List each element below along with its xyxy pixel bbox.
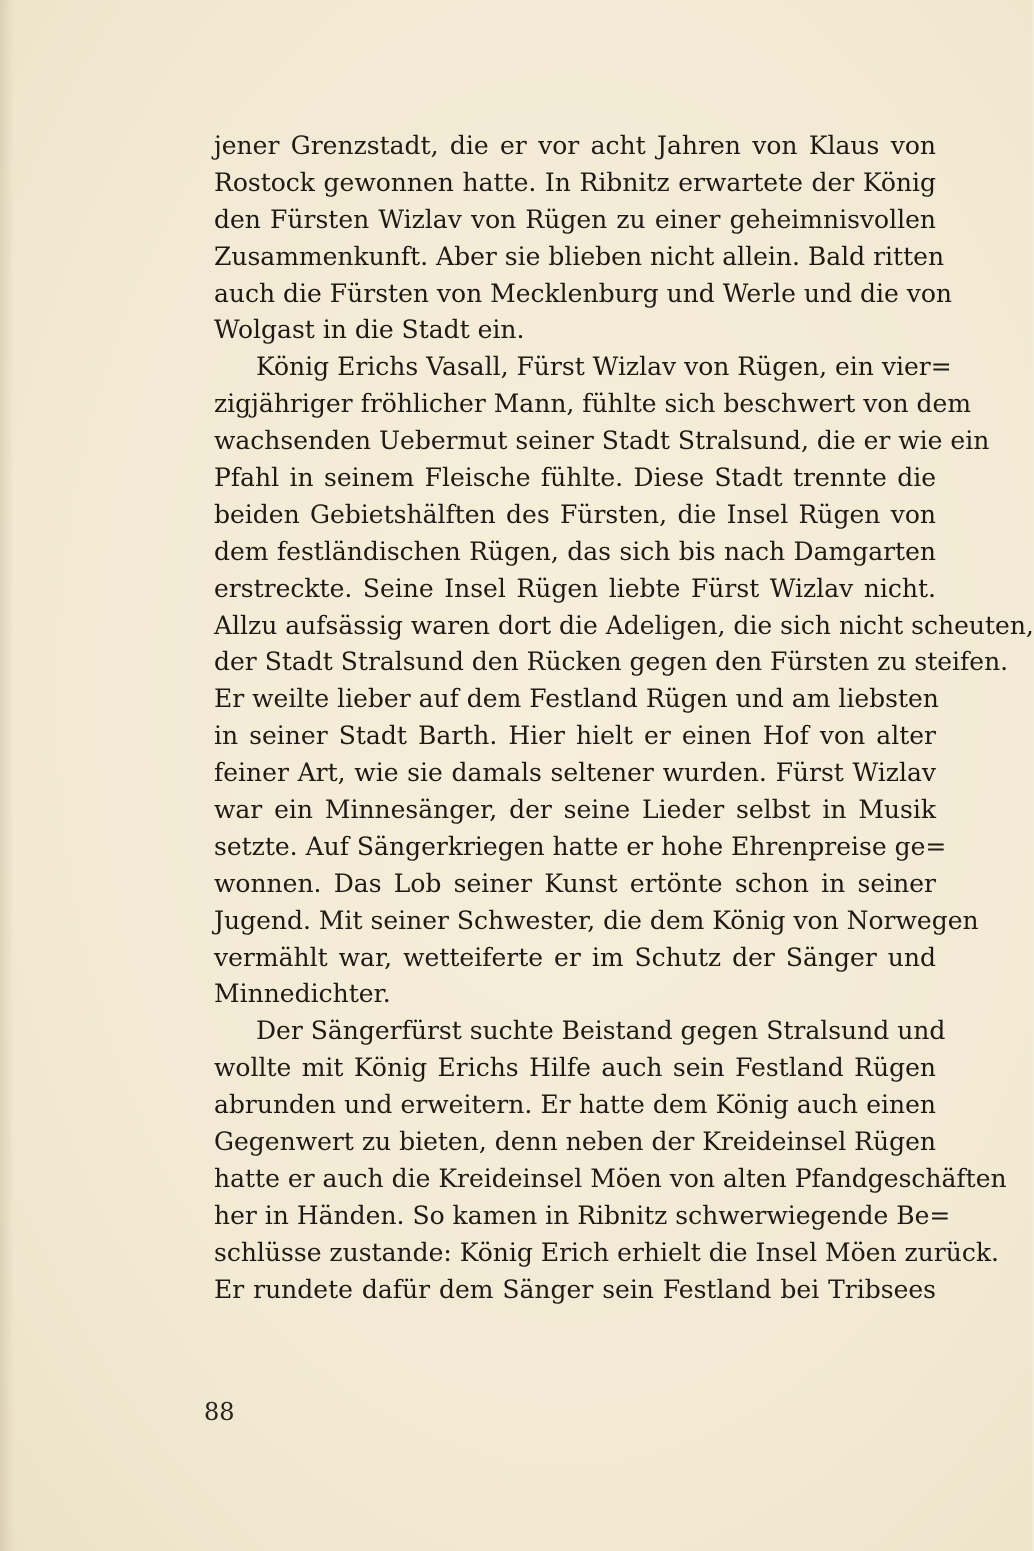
text-line: Allzu aufsässig waren dort die Adeligen, die sich nicht scheuten, [214,610,1034,640]
text-line: Rostock gewonnen hatte. In Ribnitz erwartete der König [214,167,936,197]
text-line: der Stadt Stralsund den Rücken gegen den Fürsten zu steifen. [214,647,1009,677]
text-line: Wolgast in die Stadt ein. [214,315,525,345]
text-line: König Erichs Vasall, Fürst Wizlav von Rügen, ein vier= [256,352,952,382]
paragraph [214,349,1034,1013]
text-line: abrunden und erweitern. Er hatte dem König auch einen [214,1090,936,1120]
text-line: Der Sängerfürst suchte Beistand gegen Stralsund und [256,1016,946,1046]
text-line: Zusammenkunft. Aber sie blieben nicht allein. Bald ritten [214,241,945,271]
text-line: feiner Art, wie sie damals seltener wurden. Fürst Wizlav [214,758,936,788]
text-line: Er weilte lieber auf dem Festland Rügen und am liebsten [214,684,939,714]
text-line: Er rundete dafür dem Sänger sein Festland bei Tribsees [214,1274,936,1304]
text-line: Minnedichter. [214,979,391,1009]
text-line: zigjähriger fröhlicher Mann, fühlte sich beschwert von dem [214,389,972,419]
text-line: beiden Gebietshälften des Fürsten, die Insel Rügen von [214,499,936,529]
text-line: war ein Minnesänger, der seine Lieder selbst in Musik [214,795,936,825]
text-line: erstreckte. Seine Insel Rügen liebte Fürst Wizlav nicht. [214,573,936,603]
text-line: setzte. Auf Sängerkriegen hatte er hohe Ehrenpreise ge= [214,831,947,861]
text-line: in seiner Stadt Barth. Hier hielt er einen Hof von alter [214,721,936,751]
text-line: Jugend. Mit seiner Schwester, die dem König von Norwegen [214,905,979,935]
text-line: Pfahl in seinem Fleische fühlte. Diese Stadt trennte die [214,463,936,493]
text-line: Gegenwert zu bieten, denn neben der Kreideinsel Rügen [214,1127,936,1157]
body-text [214,128,1034,1309]
text-line: wachsenden Uebermut seiner Stadt Stralsund, die er wie ein [214,426,990,456]
page-gutter-shadow [0,0,14,1551]
text-line: her in Händen. So kamen in Ribnitz schwerwiegende Be= [214,1200,951,1230]
page-number: 88 [204,1398,235,1426]
paragraph [214,128,953,349]
text-line: schlüsse zustande: König Erich erhielt die Insel Möen zurück. [214,1237,999,1267]
text-line: vermählt war, wetteiferte er im Schutz der Sänger und [214,942,936,972]
text-line: dem festländischen Rügen, das sich bis nach Damgarten [214,536,936,566]
text-line: wonnen. Das Lob seiner Kunst ertönte schon in seiner [214,868,936,898]
text-line: hatte er auch die Kreideinsel Möen von alten Pfandgeschäften [214,1163,1007,1193]
text-line: jener Grenzstadt, die er vor acht Jahren von Klaus von [214,131,936,160]
text-line: wollte mit König Erichs Hilfe auch sein Festland Rügen [214,1053,936,1083]
text-line: den Fürsten Wizlav von Rügen zu einer geheimnisvollen [214,204,936,234]
text-line: auch die Fürsten von Mecklenburg und Werle und die von [214,278,953,308]
paragraph [214,1013,1007,1308]
